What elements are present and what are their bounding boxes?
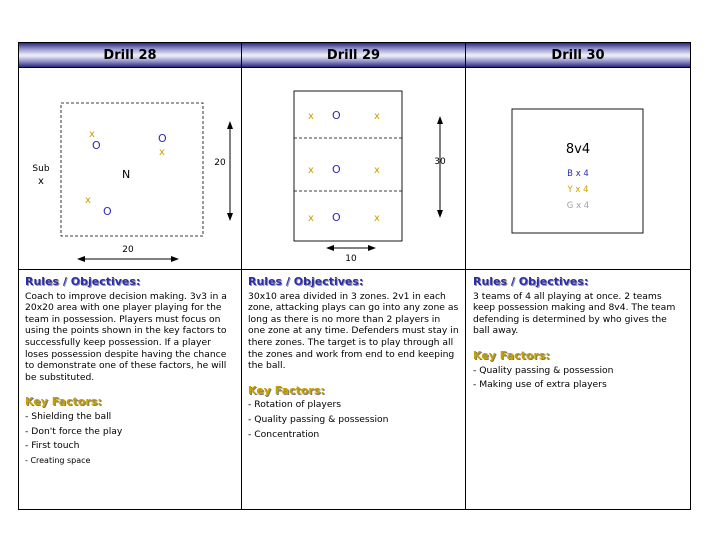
drill-30-text [473, 276, 685, 394]
format-label: 8v4 [565, 142, 591, 157]
neutral-marker: N [122, 168, 131, 181]
rules-title: Rules / Objectives: [248, 275, 364, 288]
drill-28-pitch [61, 103, 203, 236]
drill-29-text [248, 276, 460, 443]
width-label: 10 [345, 254, 357, 264]
rules-text: 30x10 area divided in 3 zones. 2v1 in each zone, attacking plays can go into any zone as long as there is no more than 2 players in one zone at any time. Defenders must stay in there zones. The target is to play through all the zones and work from end to end keeping the ball. [248, 290, 459, 372]
list-item: - Creating space [25, 455, 235, 467]
rules-text: Coach to improve decision making. 3v3 in a 20x20 area with one player playing for the team in possession. Players must focus on using the points shown in the key factors to successfully keep possession. If a player loses possession despite having the chance to demonstrate one of these factors, he will be substituted. [25, 290, 227, 383]
x-marker: x [89, 129, 95, 140]
list-item: - First touch [25, 440, 235, 452]
x-marker: x [308, 213, 314, 224]
x-marker: x [308, 111, 314, 122]
key-factors-list [25, 411, 235, 466]
list-item: - Concentration [248, 429, 460, 441]
sub-marker: x [38, 176, 44, 187]
key-factors-list [473, 365, 685, 391]
list-item: - Shielding the ball [25, 411, 235, 423]
list-item: - Don't force the play [25, 426, 235, 438]
team-y-label: Y x 4 [567, 185, 589, 195]
x-marker: x [374, 111, 380, 122]
o-marker: O [103, 205, 112, 218]
team-g-label: G x 4 [566, 201, 590, 211]
rules-title: Rules / Objectives: [25, 275, 141, 288]
width-arrow [326, 245, 376, 251]
rules-title: Rules / Objectives: [473, 275, 589, 288]
o-marker: O [332, 109, 341, 122]
height-label: 20 [214, 158, 226, 168]
drill-29-diagram [242, 68, 465, 268]
height-arrow [227, 121, 233, 221]
header-drill-28: Drill 28 [19, 43, 241, 67]
o-marker: O [332, 163, 341, 176]
x-marker: x [159, 147, 165, 158]
header-drill-30: Drill 30 [466, 43, 690, 67]
drill-30-diagram [466, 68, 690, 268]
x-marker: x [308, 165, 314, 176]
width-arrow [77, 256, 179, 262]
key-factors-title: Key Factors: [25, 395, 102, 409]
drills-table [18, 42, 691, 510]
key-factors-list [248, 399, 460, 440]
list-item: - Making use of extra players [473, 379, 685, 391]
drill-28-diagram [19, 68, 241, 268]
rules-text: 3 teams of 4 all playing at once. 2 teams keep possession making and 8v4. The team defending is determined by who gives the ball away. [473, 290, 676, 337]
x-marker: x [374, 213, 380, 224]
height-label: 30 [434, 157, 446, 167]
list-item: - Quality passing & possession [473, 365, 685, 377]
team-b-label: B x 4 [567, 169, 589, 179]
o-marker: O [332, 211, 341, 224]
drill-28-text [25, 276, 235, 469]
list-item: - Rotation of players [248, 399, 460, 411]
header-drill-29: Drill 29 [242, 43, 465, 67]
o-marker: O [92, 139, 101, 152]
x-marker: x [85, 195, 91, 206]
key-factors-title: Key Factors: [248, 383, 325, 397]
height-arrow [437, 116, 443, 218]
sub-label: Sub [32, 164, 50, 174]
width-label: 20 [122, 245, 134, 255]
x-marker: x [374, 165, 380, 176]
list-item: - Quality passing & possession [248, 414, 460, 426]
o-marker: O [158, 132, 167, 145]
key-factors-title: Key Factors: [473, 348, 550, 362]
row-divider [19, 269, 690, 270]
